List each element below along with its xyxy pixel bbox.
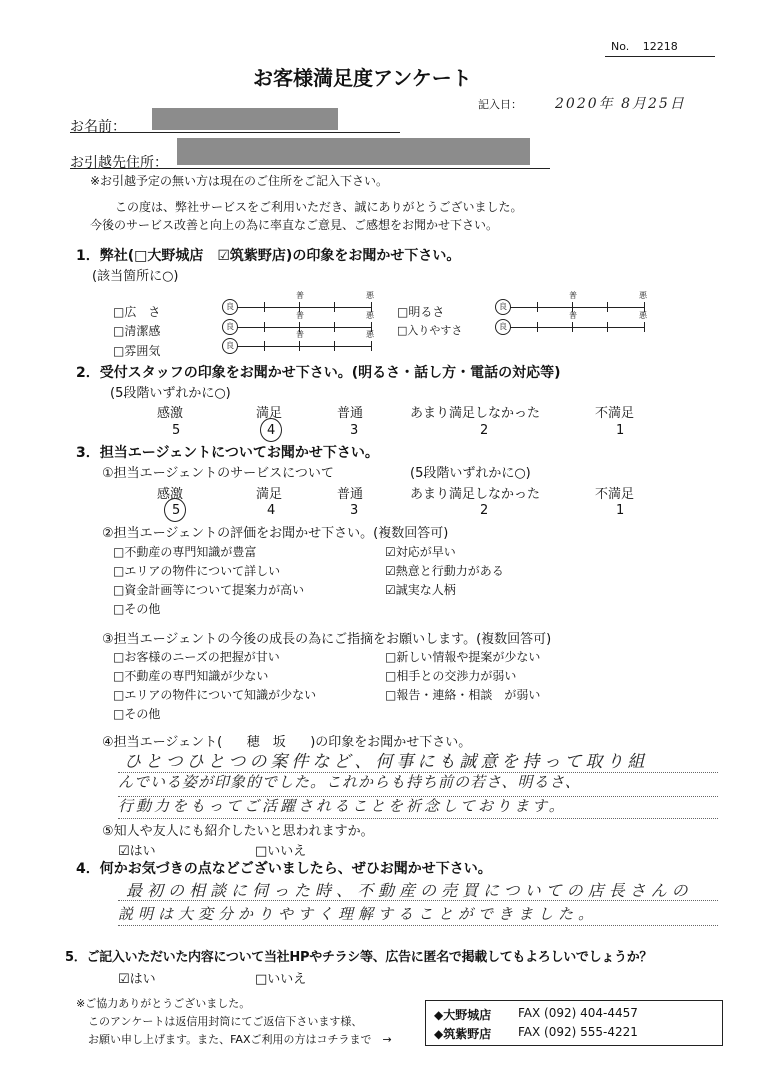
mid-label: 普	[296, 330, 304, 339]
agent-name: 穂 坂	[246, 735, 286, 750]
q3-num-3: 3	[350, 503, 359, 518]
fax-contact-box	[425, 1000, 723, 1046]
good-circle: 良	[495, 299, 511, 315]
q3-level-2: あまり満足しなかった	[410, 487, 541, 502]
bad-label: 悪	[366, 330, 374, 339]
name-underline	[70, 132, 400, 133]
eval-item-checked: ☑熱意と行動力がある	[385, 564, 504, 578]
mid-label: 普	[569, 291, 577, 300]
q2-level-2: あまり満足しなかった	[410, 406, 541, 421]
growth-item: □報告・連絡・相談 が弱い	[385, 688, 541, 702]
growth-item: □新しい情報や提案が少ない	[385, 650, 541, 664]
document-number	[611, 40, 678, 53]
bad-label: 悪	[639, 291, 647, 300]
address-redaction	[177, 138, 530, 165]
date-value: 2020年 8月25日	[555, 96, 686, 112]
rating-scale-accessibility	[497, 311, 647, 334]
q3-sub4-suffix: )の印象をお聞かせ下さい。	[310, 735, 472, 750]
store-ono: ◆大野城店	[434, 1008, 492, 1022]
q2-heading: 2．受付スタッフの印象をお聞かせ下さい。(明るさ・話し方・電話の対応等)	[76, 365, 561, 381]
q2-level-3: 普通	[337, 406, 364, 421]
good-circle: 良	[222, 338, 238, 354]
q3-sub3: ③担当エージェントの今後の成長の為にご指摘をお願いします。(複数回答可)	[102, 632, 552, 647]
q2-selected-circle	[260, 418, 282, 442]
publish-no: □いいえ	[255, 972, 307, 987]
intro-line-2: 今後のサービス改善と向上の為に率直なご意見、ご感想をお聞かせ下さい。	[90, 218, 499, 232]
growth-item: □お客様のニーズの把握が甘い	[113, 650, 280, 664]
agent-comment-line-1: ひとつひとつの案件など、何事にも誠意を持って取り組	[124, 752, 649, 772]
address-note: ※お引越予定の無い方は現在のご住所をご記入下さい。	[90, 174, 389, 188]
mid-label: 普	[569, 311, 577, 320]
q2-level-1: 不満足	[595, 406, 635, 421]
no-value: 12218	[642, 40, 678, 53]
eval-item-checked: ☑誠実な人柄	[385, 583, 456, 597]
comment-rule	[118, 818, 718, 819]
agent-comment-line-3: 行動力をもってご活躍されることを祈念しております。	[118, 797, 567, 815]
fax-chikushino: FAX (092) 555-4221	[518, 1025, 638, 1039]
name-label: お名前：	[70, 119, 126, 135]
q3-sub5: ⑤知人や友人にも紹介したいと思われますか。	[102, 824, 374, 839]
mid-label: 普	[296, 291, 304, 300]
q2-level-4: 満足	[256, 406, 283, 421]
eval-item: □資金計画等について提案力が高い	[113, 583, 305, 597]
good-circle: 良	[222, 299, 238, 315]
intro-line-1: この度は、弊社サービスをご利用いただき、誠にありがとうございました。	[115, 200, 523, 214]
q3-heading: 3．担当エージェントについてお聞かせ下さい。	[76, 445, 379, 461]
referral-yes: ☑はい	[118, 844, 156, 859]
good-circle: 良	[495, 319, 511, 335]
footer-line-2: このアンケートは返信用封筒にてご返信下さいます様、	[88, 1015, 363, 1028]
q1-item-atmosphere: □雰囲気	[113, 344, 161, 358]
q2-sub: (5段階いずれかに○)	[110, 386, 231, 401]
q4-heading: 4．何かお気づきの点などございましたら、ぜひお聞かせ下さい。	[76, 861, 492, 877]
bad-label: 悪	[366, 311, 374, 320]
q2-num-1: 1	[616, 423, 625, 438]
q3-level-4: 満足	[256, 487, 283, 502]
q2-level-5: 感激	[157, 406, 184, 421]
q3-num-1: 1	[616, 503, 625, 518]
q3-num-4: 4	[267, 503, 276, 518]
eval-item: □エリアの物件について詳しい	[113, 564, 281, 578]
q3-num-5: 5	[172, 503, 181, 518]
q3-level-3: 普通	[337, 487, 364, 502]
q3-level-1: 不満足	[595, 487, 635, 502]
q1-heading: 1．弊社(□大野城店 ☑筑紫野店)の印象をお聞かせ下さい。	[76, 248, 461, 264]
growth-item: □その他	[113, 707, 161, 721]
comment-rule	[118, 925, 718, 926]
bad-label: 悪	[639, 311, 647, 320]
page-title: お客様満足度アンケート	[253, 66, 472, 90]
q3-sub1-note: (5段階いずれかに○)	[410, 466, 531, 481]
growth-item: □エリアの物件について知識が少ない	[113, 688, 317, 702]
rating-scale-atmosphere	[224, 330, 374, 353]
q2-num-4: 4	[267, 423, 276, 438]
good-circle: 良	[222, 319, 238, 335]
q1-item-brightness: □明るさ	[397, 305, 445, 319]
mid-label: 普	[296, 311, 304, 320]
q2-num-2: 2	[480, 423, 489, 438]
store-chikushino: ◆筑紫野店	[434, 1027, 492, 1041]
q3-level-5: 感激	[157, 487, 184, 502]
q2-num-3: 3	[350, 423, 359, 438]
eval-item: □その他	[113, 602, 161, 616]
publish-yes: ☑はい	[118, 972, 156, 987]
q3-sub4-prefix: ④担当エージェント(	[102, 735, 223, 750]
eval-item-checked: ☑対応が早い	[385, 545, 456, 559]
referral-no: □いいえ	[255, 844, 307, 859]
q3-selected-circle	[164, 498, 186, 522]
q1-item-space: □広 さ	[113, 305, 161, 319]
q4-comment-line-1: 最初の相談に伺った時、不動産の売買についての店長さんの	[126, 881, 693, 900]
no-underline	[605, 56, 715, 57]
q1-item-accessibility: □入りやすさ	[397, 324, 463, 337]
q3-num-2: 2	[480, 503, 489, 518]
agent-comment-line-2: んでいる姿が印象的でした。これからも持ち前の若さ、明るさ、	[118, 773, 581, 791]
q3-sub2: ②担当エージェントの評価をお聞かせ下さい。(複数回答可)	[102, 526, 449, 541]
eval-item: □不動産の専門知識が豊富	[113, 545, 257, 559]
q3-sub1: ①担当エージェントのサービスについて	[102, 466, 334, 481]
growth-item: □不動産の専門知識が少ない	[113, 669, 269, 683]
q5-heading: 5．ご記入いただいた内容について当社HPやチラシ等、広告に匿名で掲載してもよろしいでしょうか？	[65, 950, 653, 965]
no-label: No.	[611, 40, 630, 53]
date-label: 記入日：	[478, 98, 522, 111]
comment-rule	[118, 900, 718, 901]
q1-sub: (該当箇所に○)	[92, 269, 179, 284]
footer-thanks: ※ご協力ありがとうございました。	[76, 997, 251, 1010]
q4-comment-line-2: 説明は大変分かりやすく理解することができました。	[118, 905, 599, 923]
q1-item-cleanliness: □清潔感	[113, 324, 161, 338]
bad-label: 悪	[366, 291, 374, 300]
address-label: お引越先住所：	[70, 155, 168, 171]
footer-line-3: お願い申し上げます。また、FAXご利用の方はコチラまで →	[88, 1033, 392, 1046]
name-redaction	[152, 108, 338, 130]
q2-num-5: 5	[172, 423, 181, 438]
address-underline	[70, 168, 550, 169]
fax-ono: FAX (092) 404-4457	[518, 1006, 638, 1020]
growth-item: □相手との交渉力が弱い	[385, 669, 517, 683]
